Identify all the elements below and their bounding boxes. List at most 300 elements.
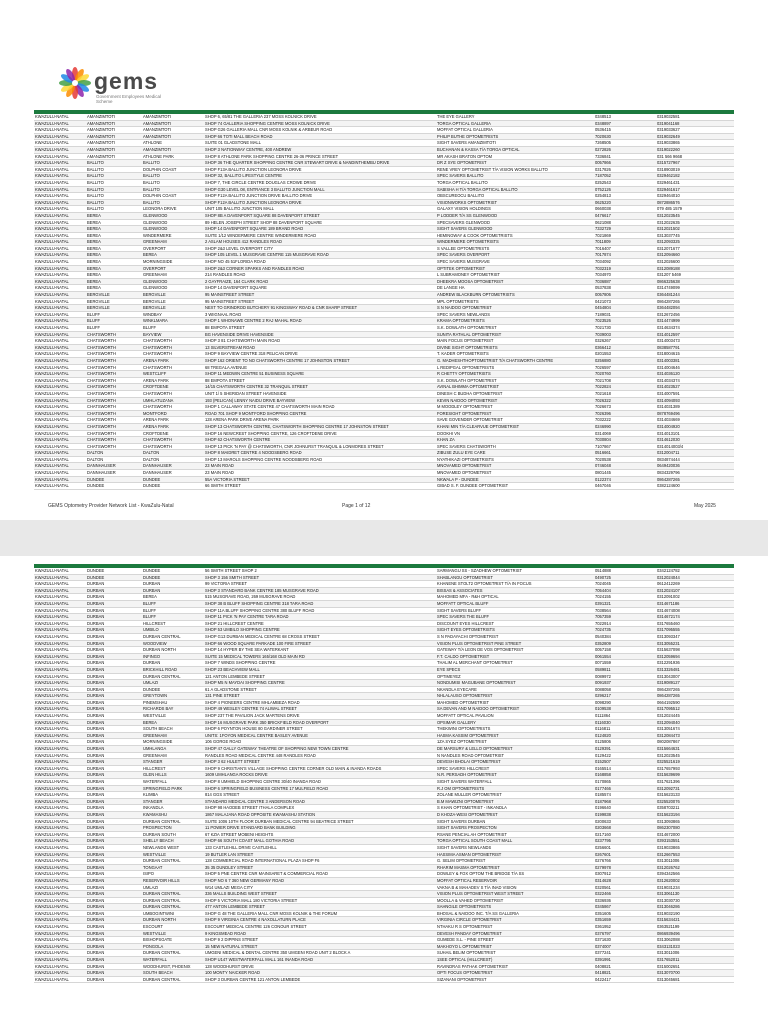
table-row — [34, 417, 734, 424]
cell-region: DURBAN — [86, 871, 142, 878]
cell-suburb: INFINGO — [142, 653, 204, 660]
cell-practice-name: N NANDLES ROAD OPTOMETRIST — [436, 752, 594, 759]
cell-telephone: 0314034374 — [656, 377, 734, 384]
cell-region: DURBAN — [86, 805, 142, 812]
cell-telephone: 0319033627 — [656, 127, 734, 134]
cell-region: AMANZIMTOTI — [86, 127, 142, 134]
cell-region: DURBAN — [86, 772, 142, 779]
cell-practice-number: 0476617 — [594, 212, 656, 219]
cell-practice-name: FORESIGHT OPTOMETRIST — [436, 410, 594, 417]
table-row — [34, 160, 734, 167]
cell-province: KWAZULU-NATAL — [34, 765, 86, 772]
table-row — [34, 594, 734, 601]
cell-telephone: 0864287265 — [656, 298, 734, 305]
cell-telephone: 0313011006 — [656, 950, 734, 957]
cell-practice-number: 0376797 — [594, 930, 656, 937]
cell-practice-number: 0746048 — [594, 463, 656, 470]
cell-practice-name: DEVESH BHOLAI OPTOMETRIST — [436, 759, 594, 766]
cell-practice-number: 0168858 — [594, 772, 656, 779]
cell-province: KWAZULU-NATAL — [34, 193, 86, 200]
document-page-2 — [0, 556, 768, 1024]
cell-province: KWAZULU-NATAL — [34, 364, 86, 371]
table-row — [34, 713, 734, 720]
cell-practice-number: 0536415 — [594, 127, 656, 134]
cell-region: DURBAN — [86, 884, 142, 891]
cell-practice-number: 0088058 — [594, 686, 656, 693]
table-row — [34, 344, 734, 351]
cell-practice-name: ZOLANE MULLER OPTOMETRIST — [436, 792, 594, 799]
cell-practice-number: 7017874 — [594, 252, 656, 259]
cell-address: 131 PINE STREET — [204, 693, 436, 700]
cell-address: 88 EMPOTA STREET — [204, 325, 436, 332]
cell-suburb: DURBAN — [142, 660, 204, 667]
cell-address: 35 35 DUNDLEY STREET — [204, 864, 436, 871]
cell-suburb: BALLITO — [142, 160, 204, 167]
cell-region: CHATSWORTH — [86, 331, 142, 338]
cell-telephone: 0313326481 — [656, 666, 734, 673]
cell-province: KWAZULU-NATAL — [34, 430, 86, 437]
cell-suburb: BALLITO — [142, 199, 204, 206]
cell-practice-number: 0279978 — [594, 864, 656, 871]
cell-telephone: 0313061130 — [656, 891, 734, 898]
cell-suburb: GLENWOOD — [142, 285, 204, 292]
cell-practice-number: 0254813 — [594, 193, 656, 200]
cell-region: DURBAN — [86, 752, 142, 759]
cell-telephone: 0393153551 — [656, 838, 734, 845]
cell-suburb: WESTCLIFF — [142, 371, 204, 378]
cell-telephone: 0838587791 — [656, 344, 734, 351]
cell-telephone: 0612412269 — [656, 581, 734, 588]
cell-region: BEREA — [86, 278, 142, 285]
cell-province: KWAZULU-NATAL — [34, 910, 86, 917]
cell-suburb: PROSPECTON — [142, 825, 204, 832]
cell-suburb: UMHLATUZANA — [142, 397, 204, 404]
cell-telephone: 0864287265 — [656, 686, 734, 693]
cell-region: BERGVILLE — [86, 298, 142, 305]
cell-practice-name: GALAXY VISION HOLDINGS — [436, 206, 594, 213]
cell-region: DURBAN — [86, 680, 142, 687]
cell-suburb: BISHOPSGATE — [142, 937, 204, 944]
cell-region: CHATSWORTH — [86, 417, 142, 424]
cell-suburb: BERGVILLE — [142, 298, 204, 305]
cell-telephone: 0314014003/4 — [656, 443, 734, 450]
cell-suburb: WOODHURST, PHOENIX — [142, 963, 204, 970]
cell-province: KWAZULU-NATAL — [34, 245, 86, 252]
cell-suburb: DOLPHIN COAST — [142, 166, 204, 173]
cell-province: KWAZULU-NATAL — [34, 680, 86, 687]
cell-address: SHOP 47 GALLY GATEWAY THEATRE OF SHOPPING NEW TOWN CENTRE — [204, 746, 436, 753]
table-row — [34, 140, 734, 147]
cell-practice-name: MAHOMED OPTOMETRIST — [436, 699, 594, 706]
cell-practice-name: SPEC SAVERS HILLCREST — [436, 765, 594, 772]
cell-province: KWAZULU-NATAL — [34, 746, 86, 753]
cell-address: SHOP 66 WOOD SQUARE PARKADE 100 FIRE STREET — [204, 640, 436, 647]
cell-practice-number: 0057158 — [594, 647, 656, 654]
cell-suburb: CHATSWORTH — [142, 338, 204, 345]
cell-region: AMANZIMTOTI — [86, 114, 142, 120]
cell-practice-number: 0272826 — [594, 146, 656, 153]
cell-region: DURBAN — [86, 864, 142, 871]
cell-region: DURBAN — [86, 818, 142, 825]
table-row — [34, 746, 734, 753]
cell-region: DURBAN — [86, 970, 142, 977]
table-row — [34, 219, 734, 226]
cell-suburb: KWAMASHU — [142, 811, 204, 818]
table-row — [34, 305, 734, 312]
cell-telephone: 0313093347 — [656, 633, 734, 640]
cell-telephone: 0342124782 — [656, 568, 734, 574]
cell-region: DURBAN — [86, 627, 142, 634]
cell-province: KWAZULU-NATAL — [34, 450, 86, 457]
cell-suburb: DURBAN NORTH — [142, 917, 204, 924]
cell-address: SHOP 23 BEACHVIEW MALL — [204, 666, 436, 673]
cell-telephone: 0312667553 — [656, 851, 734, 858]
table-row — [34, 917, 734, 924]
cell-region: CHATSWORTH — [86, 351, 142, 358]
cell-suburb: WESTVILLE — [142, 851, 204, 858]
cell-province: KWAZULU-NATAL — [34, 278, 86, 285]
cell-practice-name: SIGHT SAVERS WATERFALL — [436, 779, 594, 786]
cell-province: KWAZULU-NATAL — [34, 133, 86, 140]
cell-suburb: CHATSWORTH — [142, 437, 204, 444]
cell-practice-name: SPEC SAVERS BALLITO — [436, 173, 594, 180]
cell-practice-name: SA DEVAN AND M NAIDOO OPTOMETRIST — [436, 706, 594, 713]
cell-practice-number: 0418821 — [594, 970, 656, 977]
cell-telephone: 0317621396 — [656, 779, 734, 786]
cell-province: KWAZULU-NATAL — [34, 140, 86, 147]
cell-region: AMANZIMTOTI — [86, 133, 142, 140]
cell-practice-number: 0116811 — [594, 726, 656, 733]
cell-province: KWAZULU-NATAL — [34, 272, 86, 279]
cell-practice-number: 0057806 — [594, 292, 656, 299]
cell-region: DURBAN — [86, 811, 142, 818]
cell-region: DURBAN — [86, 746, 142, 753]
cell-region: BALLITO — [86, 166, 142, 173]
table-row — [34, 785, 734, 792]
cell-telephone: 0834874444 — [656, 456, 734, 463]
cell-practice-number: 0621088 — [594, 219, 656, 226]
cell-practice-name: VISION PLUS OPTOMETRIST WEST STREET — [436, 891, 594, 898]
cell-province: KWAZULU-NATAL — [34, 219, 86, 226]
cell-province: KWAZULU-NATAL — [34, 811, 86, 818]
cell-province: KWAZULU-NATAL — [34, 338, 86, 345]
cell-address: SUITE 1/12 WINDERMERE CENTRE WINDERMERE ROAD — [204, 232, 436, 239]
cell-region: DURBAN — [86, 587, 142, 594]
table-row — [34, 463, 734, 470]
cell-region: BLUFF — [86, 325, 142, 332]
cell-suburb: WESTVILLE — [142, 713, 204, 720]
cell-telephone: 0329464010 — [656, 193, 734, 200]
cell-region: DURBAN — [86, 765, 142, 772]
cell-practice-name: RAVINDRAS PATHAK OPTOMETRIST — [436, 963, 594, 970]
cell-practice-number: 0170865 — [594, 779, 656, 786]
cell-practice-number: 7021708 — [594, 377, 656, 384]
cell-suburb: RESERVOIR HILLS — [142, 877, 204, 884]
cell-province: KWAZULU-NATAL — [34, 397, 86, 404]
cell-practice-name: G. MADHESHTHOPTOMETRIST T/A CHATSWORTH CENTRE — [436, 357, 594, 364]
cell-practice-number: 0109538 — [594, 706, 656, 713]
cell-region: DURBAN — [86, 647, 142, 654]
cell-province: KWAZULU-NATAL — [34, 239, 86, 246]
table-row — [34, 226, 734, 233]
cell-suburb: CHATSWORTH — [142, 344, 204, 351]
table-row — [34, 838, 734, 845]
table-row — [34, 133, 734, 140]
cell-region: DURBAN — [86, 917, 142, 924]
cell-province: KWAZULU-NATAL — [34, 970, 86, 977]
table-row — [34, 483, 734, 490]
cell-telephone: 0312026600 — [656, 259, 734, 266]
cell-address: 1867 MALAJANA ROAD OPPOSITE KWAMASHU STATION — [204, 811, 436, 818]
cell-practice-number: 0490725 — [594, 574, 656, 581]
cell-address: SHOP G30 LEVEL 08, ENTRANCE 3 BALLITO JUNCTION MALL — [204, 186, 436, 193]
cell-region: CHATSWORTH — [86, 364, 142, 371]
table-row — [34, 739, 734, 746]
cell-suburb: UMLAZI — [142, 680, 204, 687]
cell-telephone: 0872886576 — [656, 199, 734, 206]
cell-region: BEREA — [86, 272, 142, 279]
cell-address: 15 NEW NATURAL STREET — [204, 943, 436, 950]
logo-tagline: Government Employees Medical Scheme — [96, 94, 162, 104]
cell-practice-name: AVINAL BHIMMA OPTOMETRIST — [436, 384, 594, 391]
cell-address: SHOP 8B A DAVENPORT SQUARE 88 DAVENPORT STREET — [204, 212, 436, 219]
cell-practice-name: RENE VREY OPTOMETRIST T/A VISION WORKS BALLITO — [436, 166, 594, 173]
table-row — [34, 206, 734, 213]
cell-region: BEREA — [86, 226, 142, 233]
cell-practice-name: BHOSAL & NAIDOO INC. T/A SS GALLERIA — [436, 910, 594, 917]
cell-practice-name: OPTIMEYEZ — [436, 673, 594, 680]
cell-region: BLUFF — [86, 311, 142, 318]
cell-practice-name: KEVIN NAIDOO OPTOMETRIST — [436, 397, 594, 404]
cell-address: SHOP 7, THE CIRCLE CENTRE DOUGLAS CROWE DRIVE — [204, 179, 436, 186]
cell-province: KWAZULU-NATAL — [34, 594, 86, 601]
table-row — [34, 930, 734, 937]
cell-suburb: BAYVIEW — [142, 331, 204, 338]
cell-suburb: ARENA PARK — [142, 423, 204, 430]
cell-practice-number: 0111864 — [594, 713, 656, 720]
cell-practice-number: 0348897 — [594, 120, 656, 127]
cell-telephone: 0313093865 — [656, 818, 734, 825]
cell-practice-number: 0322466 — [594, 891, 656, 898]
cell-suburb: DANNHAUSER — [142, 463, 204, 470]
cell-telephone: 0315637098 — [656, 647, 734, 654]
cell-address: SHOP 5 PNE CENTRE CNR MAINSARET & COMMERCIAL ROAD — [204, 871, 436, 878]
cell-practice-name: G. SELIM OPTOMETRIST — [436, 858, 594, 865]
table-row — [34, 146, 734, 153]
table-row — [34, 397, 734, 404]
cell-suburb: UMBOGINTWINI — [142, 910, 204, 917]
cell-practice-number: 0625220 — [594, 199, 656, 206]
cell-address: SHOP 9 BAYVIEW CENTRE 318 PELICAN DRIVE — [204, 351, 436, 358]
cell-practice-number: 7038564 — [594, 607, 656, 614]
cell-practice-name: VISION PLUS OPTOMETRIST PINE STREET — [436, 640, 594, 647]
cell-address: SHOP 38 B BLUFF SHOPPING CENTRE 318 TARA ROAD — [204, 600, 436, 607]
cell-telephone: 0319041168 — [656, 120, 734, 127]
cell-suburb: DURBAN CENTRAL — [142, 858, 204, 865]
table-row — [34, 627, 734, 634]
cell-suburb: AMANZIMTOTI — [142, 120, 204, 127]
cell-telephone: 0314749099 — [656, 285, 734, 292]
cell-address: SHOP 49 WESLEY CENTRE 74 ALIWAL STREET — [204, 706, 436, 713]
cell-region: DURBAN — [86, 957, 142, 964]
cell-practice-number: 0314069 — [594, 430, 656, 437]
cell-practice-name: DISCOUNT EYES HILLCREST — [436, 620, 594, 627]
table-row — [34, 410, 734, 417]
table-row — [34, 693, 734, 700]
footer-document-title: GEMS Optometry Provider Network List - KwaZulu-Natal — [48, 503, 174, 509]
cell-province: KWAZULU-NATAL — [34, 706, 86, 713]
table-row — [34, 904, 734, 911]
table-row — [34, 640, 734, 647]
cell-region: DUNDEE — [86, 568, 142, 574]
cell-telephone: 0314094093 — [656, 397, 734, 404]
table-row — [34, 957, 734, 964]
cell-practice-number: 0589811 — [594, 666, 656, 673]
cell-practice-name: EYE SPECS — [436, 666, 594, 673]
cell-telephone: 0802087867 — [656, 739, 734, 746]
cell-suburb: CHATSWORTH — [142, 351, 204, 358]
cell-region: DURBAN — [86, 924, 142, 931]
cell-practice-number: 0246990 — [594, 423, 656, 430]
cell-suburb: PONGOLA — [142, 943, 204, 950]
cell-region: DURBAN — [86, 904, 142, 911]
cell-address: SHOP M5 N MAYDAI SHOPPING CENTRE — [204, 680, 436, 687]
cell-address: SHOP 6 POYNTON HOUSE 80 GARDINER STREET — [204, 726, 436, 733]
cell-practice-name: SIGHT SAVERS PROSPECTON — [436, 825, 594, 832]
cell-suburb: BLUFF — [142, 614, 204, 621]
cell-practice-name: GUMEDE S.L. - PINE STREET — [436, 937, 594, 944]
cell-address: SHOP G13 DURBAN MEDICAL CENTRE 68 CROSS STREET — [204, 633, 436, 640]
cell-suburb: UMHLANGA — [142, 746, 204, 753]
table-row — [34, 759, 734, 766]
cell-address: SHOP 62 CHATSWORTH CENTRE — [204, 437, 436, 444]
cell-telephone: 0314034669 — [656, 417, 734, 424]
cell-address: SHOP 53 UMBILO SHOPPING CENTRE — [204, 627, 436, 634]
cell-practice-name: VIRGINIA CIRCLE OPTOMETRIST — [436, 917, 594, 924]
cell-address: SHOP 14 DAVENPORT SQUARE 189 BRAND ROAD — [204, 226, 436, 233]
table-row — [34, 963, 734, 970]
cell-telephone: 0318903019 — [656, 166, 734, 173]
table-row — [34, 351, 734, 358]
cell-practice-name: SPEC SAVERS OVERPORT — [436, 252, 594, 259]
cell-practice-name: SIGHT SAVERS DURBAN — [436, 818, 594, 825]
cell-province: KWAZULU-NATAL — [34, 600, 86, 607]
cell-address: 1609 UMHLANGA ROCKS DRIVE — [204, 772, 436, 779]
cell-practice-name: NKWALA P - DUNDEE — [436, 476, 594, 483]
cell-telephone: 0319031234 — [656, 884, 734, 891]
cell-address: UNIT 1/ 5 SHERIDAN STREET HAVENSIDE — [204, 390, 436, 397]
cell-suburb: WINKLMARA — [142, 318, 204, 325]
cell-practice-name: P LODDER T/A SS GLENWOOD — [436, 212, 594, 219]
cell-practice-number: 0371630 — [594, 937, 656, 944]
cell-address: 13 SILVERSTREAM ROAD — [204, 344, 436, 351]
cell-practice-name: S KHAN OPTOMETRIST - INKANDLA — [436, 805, 594, 812]
cell-practice-name: M MOODLEY OPTOMETRIST — [436, 404, 594, 411]
cell-suburb: ESCOURT — [142, 924, 204, 931]
cell-province: KWAZULU-NATAL — [34, 957, 86, 964]
cell-practice-number: 0348513 — [594, 114, 656, 120]
cell-practice-name: S N PADAYACHI OPTOMETRIST — [436, 633, 594, 640]
cell-telephone: 0319033865 — [656, 844, 734, 851]
cell-practice-name: S.K. DOWLATH OPTOMETRIST — [436, 377, 594, 384]
cell-practice-number: 0177466 — [594, 785, 656, 792]
cell-suburb: ARENA PARK — [142, 377, 204, 384]
cell-province: KWAZULU-NATAL — [34, 483, 86, 490]
cell-practice-number: 7021869 — [594, 232, 656, 239]
cell-suburb: DURBAN CENTRAL — [142, 976, 204, 983]
cell-address: 66 SMITH STREET — [204, 483, 436, 490]
cell-practice-name: SIGHT SAVERS NEWLANDS — [436, 844, 594, 851]
cell-region: BALLITO — [86, 186, 142, 193]
cell-address: 2 GAYFRAIZE, 164 CLARK ROAD — [204, 278, 436, 285]
cell-address: SHOP 3 62 HULETT STREET — [204, 759, 436, 766]
cell-region: BEREA — [86, 252, 142, 259]
cell-practice-name: B.M MAWIZNI OPTOMETRIST — [436, 798, 594, 805]
cell-suburb: NEWLANDS WEST — [142, 844, 204, 851]
cell-suburb: CHATSWORTH — [142, 443, 204, 450]
cell-province: KWAZULU-NATAL — [34, 759, 86, 766]
cell-province: KWAZULU-NATAL — [34, 173, 86, 180]
cell-practice-name: SIGHT SAVERS BLUFF — [436, 607, 594, 614]
cell-province: KWAZULU-NATAL — [34, 924, 86, 931]
cell-telephone: 0866939496 — [656, 930, 734, 937]
cell-region: CHATSWORTH — [86, 384, 142, 391]
cell-address: SUITE 1006 10TH FLOOR DURBAN MEDICAL CENTRE 94 BEATRICE STREET — [204, 818, 436, 825]
cell-practice-name: THE EYE GALLERY — [436, 114, 594, 120]
table-row — [34, 371, 734, 378]
cell-practice-number: 7268505 — [594, 140, 656, 147]
cell-practice-number: 7107867 — [594, 443, 656, 450]
cell-practice-number: 0199838 — [594, 811, 656, 818]
cell-address: 515 MUSGRAVE ROAD, 269 MUSGRAVE ROAD — [204, 594, 436, 601]
cell-telephone: 0314672000 — [656, 831, 734, 838]
cell-suburb: OVERPORT — [142, 245, 204, 252]
cell-telephone: 0312094660 — [656, 252, 734, 259]
cell-region: DURBAN — [86, 653, 142, 660]
cell-telephone: 0314031389 — [656, 404, 734, 411]
cell-practice-number: 0296217 — [594, 693, 656, 700]
cell-telephone: 031 566 9668 — [656, 153, 734, 160]
cell-telephone: 0317655460 — [656, 620, 734, 627]
cell-region: DURBAN — [86, 877, 142, 884]
cell-practice-number: 0326267 — [594, 338, 656, 345]
table-row — [34, 818, 734, 825]
table-row — [34, 614, 734, 621]
cell-suburb: DANNHAUSER — [142, 470, 204, 477]
table-row — [34, 825, 734, 832]
cell-address: SHOP 2&3 CORNER SPARKS AND RANDLES ROAD — [204, 265, 436, 272]
cell-suburb: DURBAN CENTRAL — [142, 673, 204, 680]
table-row — [34, 897, 734, 904]
cell-region: CHATSWORTH — [86, 390, 142, 397]
cell-address: UNIT 105 BALLITO JUNCTION MALL — [204, 206, 436, 213]
cell-address: SHOP 21 HILLCREST CENTRE — [204, 620, 436, 627]
table-row — [34, 851, 734, 858]
cell-region: CHATSWORTH — [86, 423, 142, 430]
cell-practice-name: KHANI MIN T/A CLEARVUE OPTOMETRIST — [436, 423, 594, 430]
cell-practice-number: 0514888 — [594, 568, 656, 574]
cell-suburb: CHATSWORTH — [142, 390, 204, 397]
cell-telephone: 0313037745 — [656, 232, 734, 239]
cell-province: KWAZULU-NATAL — [34, 357, 86, 364]
cell-suburb: GREENHAM — [142, 732, 204, 739]
table-row — [34, 390, 734, 397]
cell-suburb: OVERPORT — [142, 265, 204, 272]
cell-practice-name: HASMA KASSIM OPTOMETRIST — [436, 732, 594, 739]
cell-province: KWAZULU-NATAL — [34, 633, 86, 640]
cell-suburb: WINDERMERE — [142, 232, 204, 239]
cell-practice-number: 0217160 — [594, 831, 656, 838]
